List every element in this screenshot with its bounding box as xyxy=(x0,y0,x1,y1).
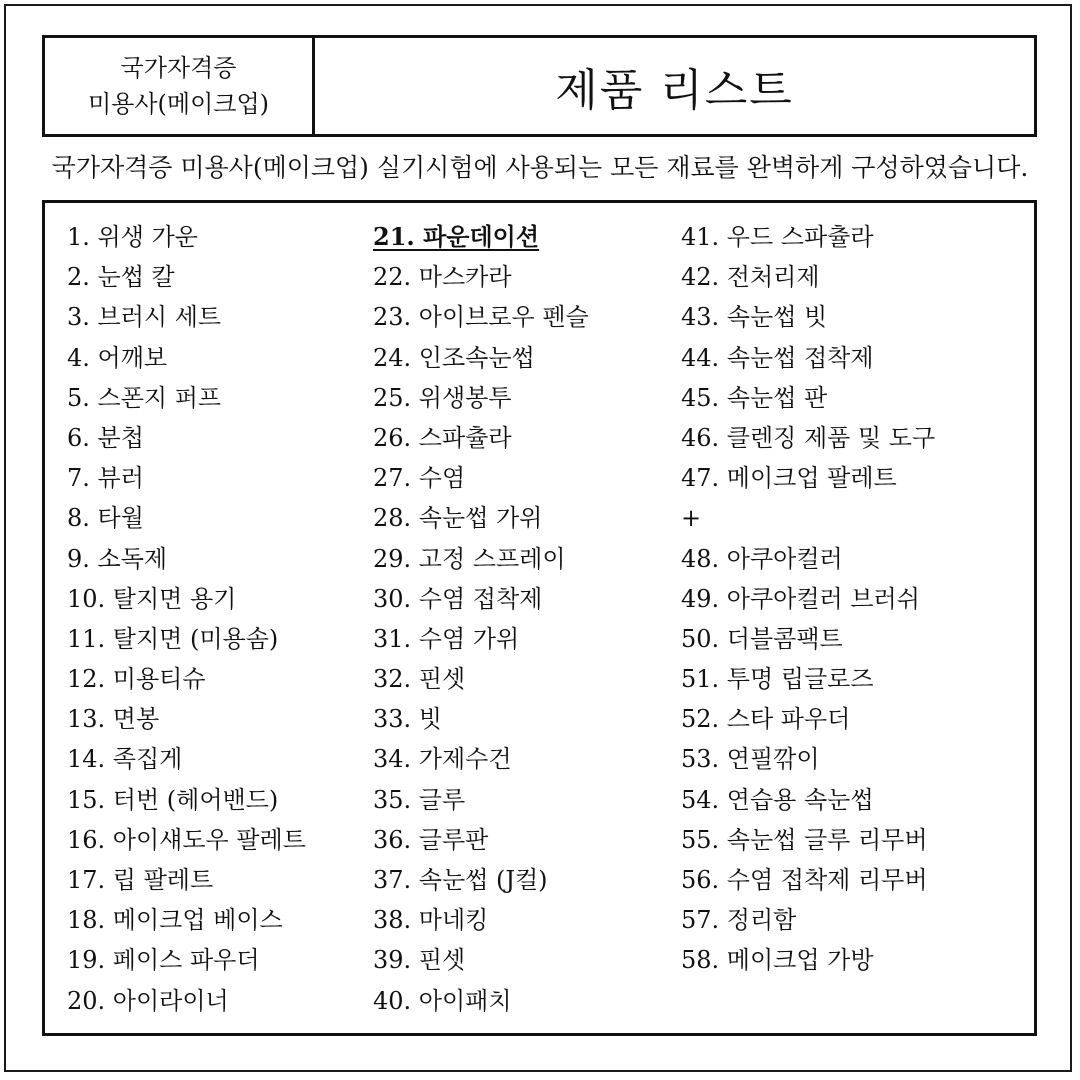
product-list-item: 18. 메이크업 베이스 xyxy=(67,906,283,935)
product-list-item: 12. 미용티슈 xyxy=(67,665,206,694)
product-list-item: 45. 속눈썹 판 xyxy=(681,383,828,412)
product-list-item: 1. 위생 가운 xyxy=(67,223,198,251)
product-list-item: 58. 메이크업 가방 xyxy=(681,946,874,975)
product-list-item: 27. 수염 xyxy=(373,464,466,493)
product-list-item: 28. 속눈썹 가위 xyxy=(373,504,543,533)
product-list-item: 24. 인조속눈썹 xyxy=(373,343,535,372)
product-list-item: 20. 아이라이너 xyxy=(67,986,229,1015)
product-list-item: 50. 더블콤팩트 xyxy=(681,624,843,653)
product-list-item: 19. 페이스 파우더 xyxy=(67,946,260,975)
product-list-item: 21. 파운데이션 xyxy=(373,222,540,251)
product-list-item: 32. 핀셋 xyxy=(373,665,466,694)
product-list-item: 43. 속눈썹 빗 xyxy=(681,303,828,332)
product-list-item: 34. 가제수건 xyxy=(373,745,512,774)
product-list-item: 23. 아이브로우 펜슬 xyxy=(373,303,589,332)
product-list-item: 56. 수염 접착제 리무버 xyxy=(681,866,928,894)
certification-line-1: 국가자격증 xyxy=(120,54,237,82)
product-list-item: 4. 어깨보 xyxy=(67,343,168,372)
product-list-item: 53. 연필깎이 xyxy=(681,745,820,774)
product-list-item: 5. 스폰지 퍼프 xyxy=(67,383,222,412)
product-list-item: + xyxy=(681,504,702,533)
certification-label xyxy=(45,38,315,134)
product-list-item: 17. 립 팔레트 xyxy=(67,866,214,894)
product-list-item: 7. 뷰러 xyxy=(67,464,144,493)
product-list-item: 25. 위생봉투 xyxy=(373,383,512,412)
certification-line-2: 미용사(메이크업) xyxy=(87,90,269,118)
product-list-item: 16. 아이섀도우 팔레트 xyxy=(67,825,306,854)
product-list-item: 52. 스타 파우더 xyxy=(681,705,851,734)
product-list-item: 38. 마네킹 xyxy=(373,906,489,935)
product-list-item: 30. 수염 접착제 xyxy=(373,584,543,613)
product-list-item: 14. 족집게 xyxy=(67,745,183,774)
product-list-item: 26. 스파츌라 xyxy=(373,423,512,452)
product-list-item: 40. 아이패치 xyxy=(373,986,512,1015)
product-list-item: 51. 투명 립글로즈 xyxy=(681,665,874,694)
product-list-item: 22. 마스카라 xyxy=(373,263,512,292)
product-list-item: 57. 정리함 xyxy=(681,906,797,935)
product-list-item: 3. 브러시 세트 xyxy=(67,303,222,332)
product-list-item: 49. 아쿠아컬러 브러쉬 xyxy=(681,584,920,613)
page-title: 제품 리스트 xyxy=(555,65,794,116)
product-column-3 xyxy=(681,217,935,981)
product-list-item: 11. 탈지면 (미용솜) xyxy=(67,624,279,653)
product-list-box xyxy=(42,200,1037,1036)
product-list-item: 2. 눈썹 칼 xyxy=(67,263,175,292)
product-list-item: 33. 빗 xyxy=(373,705,442,734)
product-list-item: 44. 속눈썹 접착제 xyxy=(681,343,874,372)
product-list-item: 48. 아쿠아컬러 xyxy=(681,544,843,573)
product-list-item: 35. 글루 xyxy=(373,785,466,814)
product-list-item: 39. 핀셋 xyxy=(373,946,466,975)
product-list-item: 15. 터번 (헤어밴드) xyxy=(67,785,279,814)
product-list-item: 46. 클렌징 제품 및 도구 xyxy=(681,423,936,452)
header-box xyxy=(42,35,1037,137)
description-text: 국가자격증 미용사(메이크업) 실기시험에 사용되는 모든 재료를 완벽하게 구성하였습니다. xyxy=(51,153,1029,182)
product-list-item: 29. 고정 스프레이 xyxy=(373,544,566,573)
product-list-item: 55. 속눈썹 글루 리무버 xyxy=(681,825,928,854)
product-list-item: 31. 수염 가위 xyxy=(373,624,520,653)
product-list-item: 42. 전처리제 xyxy=(681,263,820,292)
product-list-item: 13. 면봉 xyxy=(67,705,160,734)
product-list-item: 6. 분첩 xyxy=(67,423,144,452)
product-column-1 xyxy=(67,217,306,1021)
product-column-2 xyxy=(373,217,589,1021)
product-list-item: 8. 타월 xyxy=(67,504,144,533)
product-list-item: 9. 소독제 xyxy=(67,544,168,573)
product-list-item: 47. 메이크업 팔레트 xyxy=(681,464,897,493)
product-list-item: 10. 탈지면 용기 xyxy=(67,584,237,613)
product-list-item: 37. 속눈썹 (J컬) xyxy=(373,866,548,894)
product-list-item: 54. 연습용 속눈썹 xyxy=(681,785,874,814)
product-list-item: 36. 글루판 xyxy=(373,825,489,854)
product-list-item: 41. 우드 스파츌라 xyxy=(681,223,874,251)
